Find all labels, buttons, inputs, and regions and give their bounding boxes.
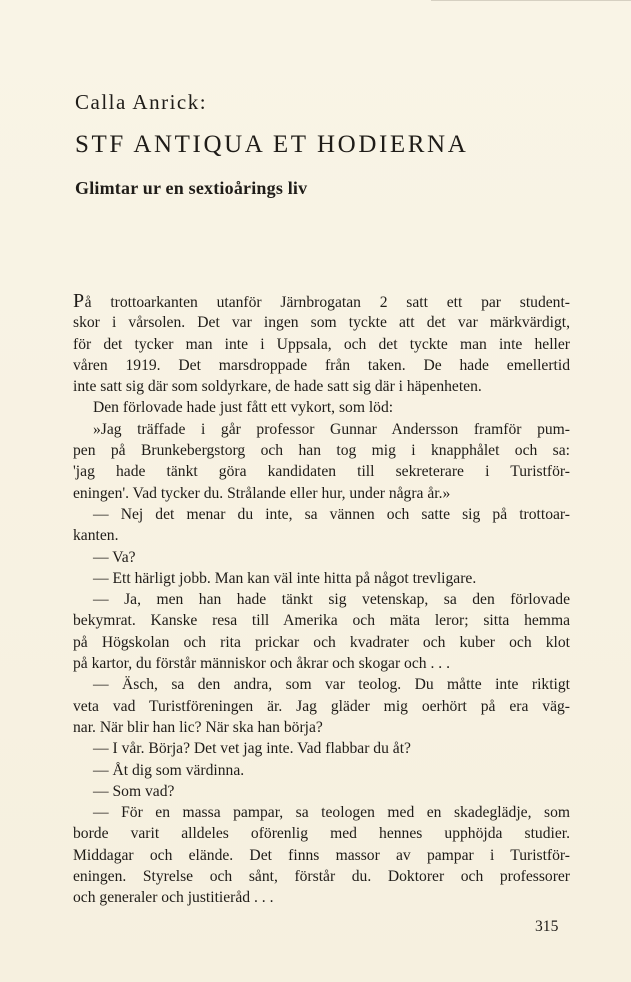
body-line: kanten. [73, 527, 119, 545]
body-line: 'jag hade tänkt göra kandidaten till sekreterare i Turistför- [73, 463, 570, 481]
body-line: — Åt dig som värdinna. [93, 761, 245, 779]
author-name: Calla Anrick: [75, 90, 208, 114]
page-number: 315 [535, 918, 559, 935]
body-line: — Va? [93, 548, 136, 566]
body-line: våren 1919. Det marsdroppade från taken. De hade emellertid [73, 356, 570, 374]
body-line: — Ja, men han hade tänkt sig vetenskap, sa den förlovade [93, 591, 570, 609]
body-line: eningen'. Vad tycker du. Strålande eller hur, under några år.» [73, 484, 451, 502]
body-line: för det tycker man inte i Uppsala, och det tyckte man inte heller [73, 335, 570, 353]
body-line: nar. När blir han lic? När ska han börja? [73, 718, 323, 736]
body-line: skor i vårsolen. Det var ingen som tyckte att det var märkvärdigt, [73, 314, 570, 332]
body-line: borde varit alldeles oförenlig med hennes upphöjda studier. [73, 825, 570, 843]
body-line: På trottoarkanten utanför Järnbrogatan 2 satt ett par student- [73, 290, 570, 312]
article-body [73, 291, 570, 909]
body-line: pen på Brunkebergstorg och han tog mig i knapphålet och sa: [73, 442, 570, 460]
body-line: eningen. Styrelse och sånt, förstår du. Doktorer och professorer [73, 868, 570, 886]
body-line: Middagar och elände. Det finns massor av pampar i Turistför- [73, 846, 570, 864]
body-line: — Ett härligt jobb. Man kan väl inte hitta på något trevligare. [93, 569, 477, 587]
body-line: — Äsch, sa den andra, som var teolog. Du måtte inte riktigt [93, 676, 570, 694]
body-line: — För en massa pampar, sa teologen med en skadeglädje, som [93, 804, 570, 822]
article-title: STF ANTIQUA ET HODIERNA [75, 131, 469, 158]
body-line: — Nej det menar du inte, sa vännen och satte sig på trottoar- [93, 505, 570, 523]
drop-cap: P [73, 290, 85, 312]
body-line: och generaler och justitieråd . . . [73, 889, 274, 907]
body-line: »Jag träffade i går professor Gunnar Andersson framför pum- [93, 420, 570, 438]
body-line: Den förlovade hade just fått ett vykort, som löd: [93, 399, 394, 417]
body-line: på Högskolan och rita prickar och kvadrater och kuber och klot [73, 633, 570, 651]
body-line: inte satt sig där som soldyrkare, de hade satt sig där i häpenheten. [73, 378, 482, 396]
body-line: veta vad Turistföreningen är. Jag gläder mig oerhört på era väg- [73, 697, 570, 715]
body-line: — I vår. Börja? Det vet jag inte. Vad flabbar du åt? [93, 740, 411, 758]
body-line: bekymrat. Kanske resa till Amerika och mäta leror; sitta hemma [73, 612, 570, 630]
body-line: på kartor, du förstår människor och åkrar och skogar och . . . [73, 655, 450, 673]
body-line: — Som vad? [93, 782, 175, 800]
article-subtitle: Glimtar ur en sextioårings liv [75, 178, 308, 198]
top-edge-rule [431, 0, 631, 1]
